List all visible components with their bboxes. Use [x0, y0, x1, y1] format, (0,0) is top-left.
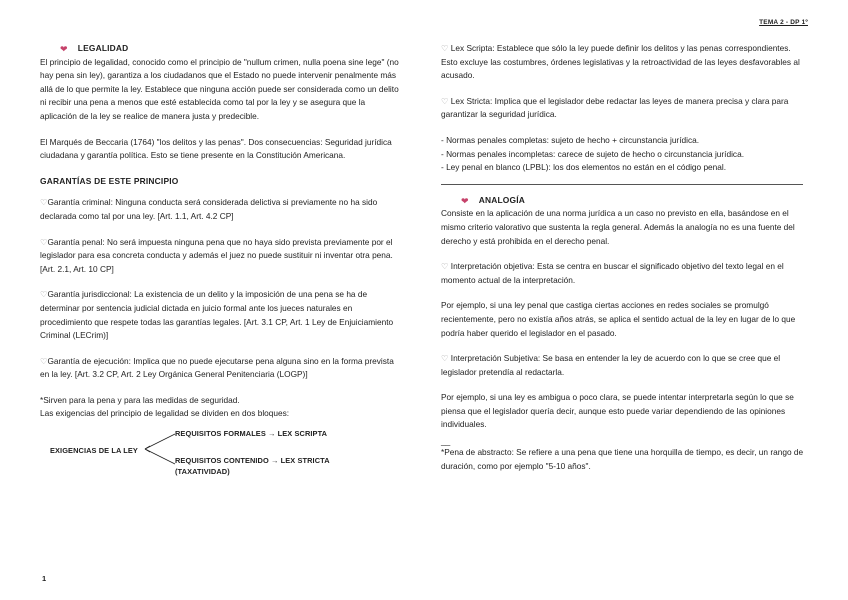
analogia-paragraph-1: Consiste en la aplicación de una norma jurídica a un caso no previsto en ella, basándose en el mismo criterio valorativo que sustenta la regla general. Además la analogía no es una fuente del derecho y está prohibida en el derecho penal.: [441, 208, 795, 246]
norma-incompleta: - Normas penales incompletas: carece de sujeto de hecho o circunstancia jurídica.: [441, 148, 744, 159]
norma-ley-blanco: - Ley penal en blanco (LPBL): los dos elementos no están en el código penal.: [441, 162, 727, 173]
norma-completa: - Normas penales completas: sujeto de hecho + circunstancia jurídica.: [441, 134, 700, 145]
interpretacion-subjetiva-text: Interpretación Subjetiva: Se basa en entender la ley de acuerdo con lo que se cree que el legislador pretendía al redactarla.: [441, 353, 781, 377]
heart-outline-icon: ♡: [441, 43, 449, 53]
legalidad-heading: [40, 42, 402, 56]
lex-stricta-text: Lex Stricta: Implica que el legislador debe redactar las leyes de manera precisa y clara para garantizar la seguridad jurídica.: [441, 95, 789, 120]
heart-icon: ❤: [60, 43, 68, 54]
heart-icon: ❤: [461, 195, 469, 206]
interpretacion-objetiva: [441, 260, 807, 287]
lex-scripta: [441, 42, 807, 83]
garantias-heading: [40, 175, 402, 189]
lex-scripta-text: Lex Scripta: Establece que sólo la ley puede definir los delitos y las penas correspondientes. Esto excluye las costumbres, órdenes legislativas y la retroactividad de las leyes desfavorables al acusado.: [441, 43, 800, 81]
analogia-title: ANALOGÍA: [478, 194, 526, 205]
garantia-penal: [40, 236, 402, 277]
heart-outline-icon: ♡: [441, 353, 449, 364]
exigencias-diagram: [40, 427, 402, 479]
legalidad-paragraph-1: El principio de legalidad, conocido como el principio de "nullum crimen, nulla poena sine lege" (no hay pena sin ley), garantiza a los ciudadanos que el Estado no puede intervenir penalmente más allá de lo que permite la ley. Establece que ninguna acción puede ser considerada como un delito ni recibir una pena a menos que esté establecida como tal por la ley y se asegura que la aplicación de la ley se realice de manera justa y predecible.: [40, 56, 399, 121]
garantia-penal-text: Garantía penal: No será impuesta ninguna pena que no haya sido prevista previamente por el legislador para esa concreta conducta y además el juez no puede sustituir ni inventar otra pena. [Art. 2.1, Art. 10 CP]: [40, 236, 393, 274]
legalidad-title: LEGALIDAD: [77, 43, 129, 53]
heart-outline-icon: ♡: [40, 197, 48, 208]
heart-outline-icon: ♡: [40, 236, 48, 247]
page-number: 1: [42, 574, 47, 583]
ejemplo-objetiva: Por ejemplo, si una ley penal que castiga ciertas acciones en redes sociales se promulgó recientemente, pero no existía años atrás, se aplica el sentido actual de la ley en lugar de lo que podría haber querido el legislador en el pasado.: [441, 300, 796, 338]
right-column: [441, 42, 807, 473]
interpretacion-objetiva-text: Interpretación objetiva: Esta se centra en buscar el significado objetivo del texto legal en el momento actual de la interpretación.: [441, 261, 784, 285]
diagram-contenido-label: REQUISITOS CONTENIDO → LEX STRICTA: [175, 456, 330, 466]
garantia-ejecucion: [40, 355, 402, 382]
garantia-ejecucion-text: Garantía de ejecución: Implica que no puede ejecutarse pena alguna sino en la forma prevista en la ley. [Art. 3.2 CP, Art. 2 Ley Orgánica General Penitenciaria (LOGP)]: [40, 355, 394, 380]
ejemplo-subjetiva: Por ejemplo, si una ley es ambigua o poco clara, se puede intentar interpretarla según lo que se piensa que el legislador quería decir, aunque esto puede variar dependiendo de las opiniones individuales.: [441, 392, 794, 430]
branch-arrows-icon: [143, 430, 177, 470]
heart-outline-icon: ♡: [441, 95, 449, 106]
garantias-note-2: Las exigencias del principio de legalidad se dividen en dos bloques:: [40, 408, 290, 419]
diagram-taxatividad-label: (TAXATIVIDAD): [175, 467, 230, 477]
diagram-contenido-block: [175, 455, 330, 477]
garantia-jurisdiccional-text: Garantía jurisdiccional: La existencia de un delito y la imposición de una pena se ha de determinar por sentencia judicial dictada en juicio formal ante los jueces naturales en procedimiento que respete todas las garantías legales. [Art. 3.1 CP, Art. 1 Ley de Enjuiciamiento Criminal (LECrim)]: [40, 289, 394, 341]
pena-abstracto-note: *Pena de abstracto: Se refiere a una pena que tiene una horquilla de tiempo, es decir, un rango de duración, como por ejemplo "5-10 años".: [441, 447, 804, 471]
garantia-criminal-text: Garantía criminal: Ninguna conducta será considerada delictiva si previamente no ha sido declarada como tal por una ley. [Art. 1.1, Art. 4.2 CP]: [40, 197, 378, 221]
garantia-criminal: [40, 196, 402, 223]
garantias-note-1: *Sirven para la pena y para las medidas de seguridad.: [40, 394, 240, 405]
left-column: [40, 42, 402, 479]
lex-stricta: [441, 95, 807, 122]
heart-outline-icon: ♡: [40, 355, 48, 366]
analogia-heading: [441, 194, 807, 208]
heart-outline-icon: ♡: [40, 289, 48, 300]
header-topic-tag: TEMA 2 - DP 1º: [759, 19, 808, 26]
garantias-title: GARANTÍAS DE ESTE PRINCIPIO: [40, 175, 179, 186]
dash-separator: __: [441, 436, 451, 447]
interpretacion-subjetiva: [441, 352, 807, 379]
diagram-root-label: EXIGENCIAS DE LA LEY: [50, 446, 138, 456]
diagram-formal-label: REQUISITOS FORMALES → LEX SCRIPTA: [175, 429, 328, 439]
garantia-jurisdiccional: [40, 288, 402, 342]
heart-outline-icon: ♡: [441, 261, 449, 272]
legalidad-paragraph-2: El Marqués de Beccaria (1764) "los delitos y las penas". Dos consecuencias: Seguridad jurídica ciudadana y garantía política. Esto se tiene presente en la Constitución Americana.: [40, 136, 392, 161]
section-divider: [441, 184, 803, 185]
